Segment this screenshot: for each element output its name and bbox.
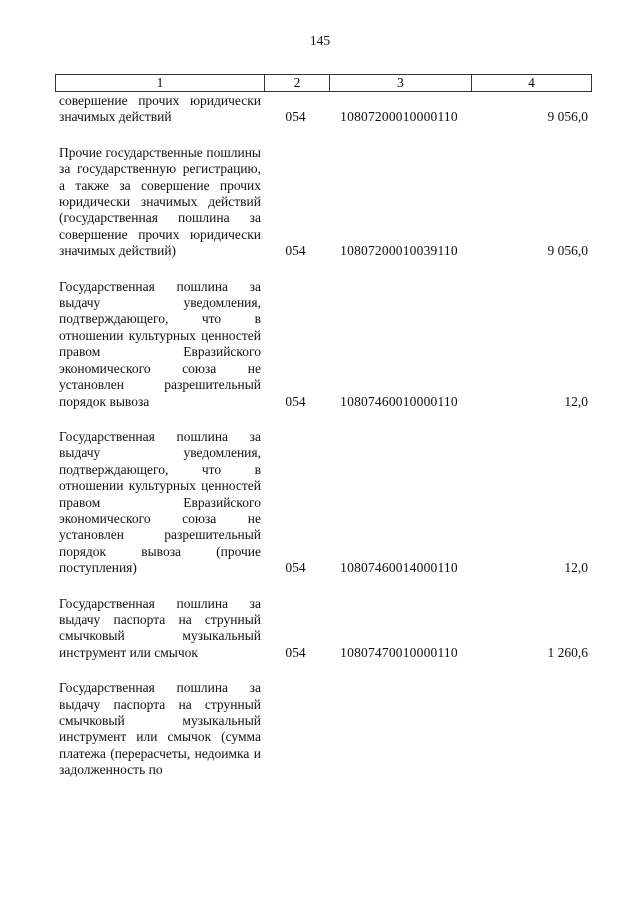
column-header-4: 4 bbox=[471, 75, 591, 91]
row-kbk: 10807460010000110 bbox=[340, 393, 458, 409]
table-row bbox=[55, 145, 592, 260]
table-row bbox=[55, 680, 592, 778]
row-amount: 9 056,0 bbox=[547, 243, 588, 259]
row-amount: 9 056,0 bbox=[547, 109, 588, 125]
row-amount: 1 260,6 bbox=[547, 644, 588, 660]
table-row bbox=[55, 93, 592, 126]
column-header-2: 2 bbox=[264, 75, 329, 91]
row-code: 054 bbox=[285, 393, 306, 409]
table-body bbox=[55, 93, 592, 798]
row-amount: 12,0 bbox=[564, 393, 588, 409]
row-name: Прочие государственные пошлины за государственную регистрацию, а также за совершение прочих юридически значимых действий (государственная пошлина за совершение прочих юридически значимых действий) bbox=[59, 144, 261, 259]
row-kbk: 10807200010000110 bbox=[340, 109, 458, 125]
row-code: 054 bbox=[285, 243, 306, 259]
row-code: 054 bbox=[285, 560, 306, 576]
row-name: Государственная пошлина за выдачу паспорта на струнный смычковый музыкальный инструмент или смычок bbox=[59, 595, 261, 660]
column-header-3: 3 bbox=[329, 75, 471, 91]
table-row bbox=[55, 596, 592, 662]
table-row bbox=[55, 429, 592, 577]
row-name: Государственная пошлина за выдачу уведомления, подтверждающего, что в отношении культурных ценностей правом Евразийского экономического союза не установлен разрешительный порядок вывоза (прочие поступления) bbox=[59, 428, 261, 576]
row-kbk: 10807460014000110 bbox=[340, 560, 458, 576]
page-number: 145 bbox=[309, 33, 331, 48]
table-header bbox=[55, 74, 592, 92]
row-kbk: 10807200010039110 bbox=[340, 243, 458, 259]
row-amount: 12,0 bbox=[564, 560, 588, 576]
row-code: 054 bbox=[285, 109, 306, 125]
row-name: Государственная пошлина за выдачу уведомления, подтверждающего, что в отношении культурных ценностей правом Евразийского экономического союза не установлен разрешительный порядок вывоза bbox=[59, 278, 261, 409]
row-kbk: 10807470010000110 bbox=[340, 644, 458, 660]
table-row bbox=[55, 279, 592, 410]
row-name: совершение прочих юридически значимых действий bbox=[59, 93, 261, 125]
row-name: Государственная пошлина за выдачу паспорта на струнный смычковый музыкальный инструмент или смычок (сумма платежа (перерасчеты, недоимка и задолженность по bbox=[59, 680, 261, 778]
row-code: 054 bbox=[285, 644, 306, 660]
column-header-1: 1 bbox=[156, 75, 164, 90]
